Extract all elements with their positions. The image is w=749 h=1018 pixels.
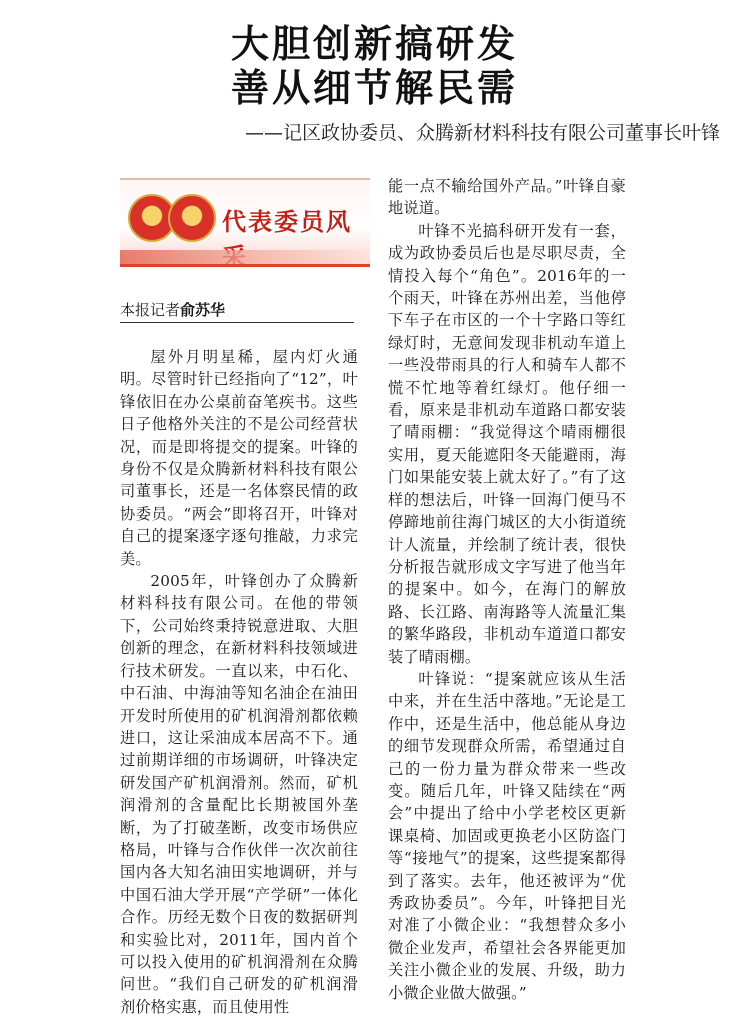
article-column-2	[388, 175, 626, 1004]
paragraph: 叶锋说：“提案就应该从生活中来，并在生活中落地。”无论是工作中，还是生活中，他总能从身边的细节发现群众所需，希望通过自己的一份力量为群众带来一些改变。随后几年，叶锋又陆续在“两会”中提出了给中小学老校区更新课桌椅、加固或更换老小区防盗门等“接地气”的提案，这些提案都得到了落实。去年，他还被评为“优秀政协委员”。今年，叶锋把目光对准了小微企业：“我想替众多小微企业发声，希望社会各界能更加关注小微企业的发展、升级，助力小微企业做大做强。”	[388, 669, 626, 1002]
paragraph: 屋外月明星稀，屋内灯火通明。尽管时针已经指向了“12”，叶锋依旧在办公桌前奋笔疾书。这些日子他格外关注的不是公司经营状况，而是即将提交的提案。叶锋的身份不仅是众腾新材料科技有限公司董事长，还是一名体察民情的政协委员。“两会”即将召开，叶锋对自己的提案逐字逐句推敲，力求完美。	[120, 348, 358, 568]
headline-line-1: 大胆创新搞研发	[230, 22, 518, 66]
paragraph: 2005年，叶锋创办了众腾新材料科技有限公司。在他的带领下，公司始终秉持锐意进取、大胆创新的理念，在新材料科技领域进行技术研发。一直以来，中石化、中石油、中海油等知名油企在油田开发时所使用的矿机润滑剂都依赖进口，这让采油成本居高不下。通过前期详细的市场调研，叶锋决定研发国产矿机润滑剂。然而，矿机润滑剂的含量配比长期被国外垄断，为了打破垄断，改变市场供应格局，叶锋与合作伙伴一次次前往国内各大知名油田实地调研，并与中国石油大学开展“产学研”一体化合作。历经无数个日夜的数据研判和实验比对，2011年，国内首个可以投入使用的矿机润滑剂在众腾问世。“我们自己研发的矿机润滑剂价格实惠，而且使用性	[120, 572, 358, 1016]
article-column-1	[120, 346, 358, 1018]
byline	[120, 300, 354, 323]
banner-title: 代表委员风	[222, 208, 352, 236]
headline-line-2: 善从细节解民需	[230, 66, 518, 110]
paragraph: 叶锋不光搞科研开发有一套，成为政协委员后也是尽职尽责，全情投入每个“角色”。2016年的一个雨天，叶锋在苏州出差，当他停下车子在市区的一个十字路口等红绿灯时，无意间发现非机动车道上一些没带雨具的行人和骑车人都不慌不忙地等着红绿灯。他仔细一看，原来是非机动车道路口都安装了晴雨棚：“我觉得这个晴雨棚很实用，夏天能遮阳冬天能避雨，海门如果能安装上就太好了。”有了这样的想法后，叶锋一回海门便马不停蹄地前往海门城区的大小街道统计人流量，并绘制了统计表，很快分析报告就形成文字写进了他当年的提案中。如今，在海门的解放路、长江路、南海路等人流量汇集的繁华路段，非机动车道道口都安装了晴雨棚。	[388, 221, 626, 666]
banner-stripe	[120, 250, 370, 264]
paragraph-continuation: 能一点不输给国外产品。”叶锋自豪地说道。	[388, 177, 626, 218]
reporter-name: 俞苏华	[180, 301, 226, 319]
cppcc-emblem-icon	[168, 194, 216, 242]
subtitle: ——记区政协委员、众腾新材料科技有限公司董事长叶锋	[244, 122, 720, 144]
byline-prefix: 本报记者	[120, 301, 181, 319]
column-banner	[120, 178, 370, 267]
